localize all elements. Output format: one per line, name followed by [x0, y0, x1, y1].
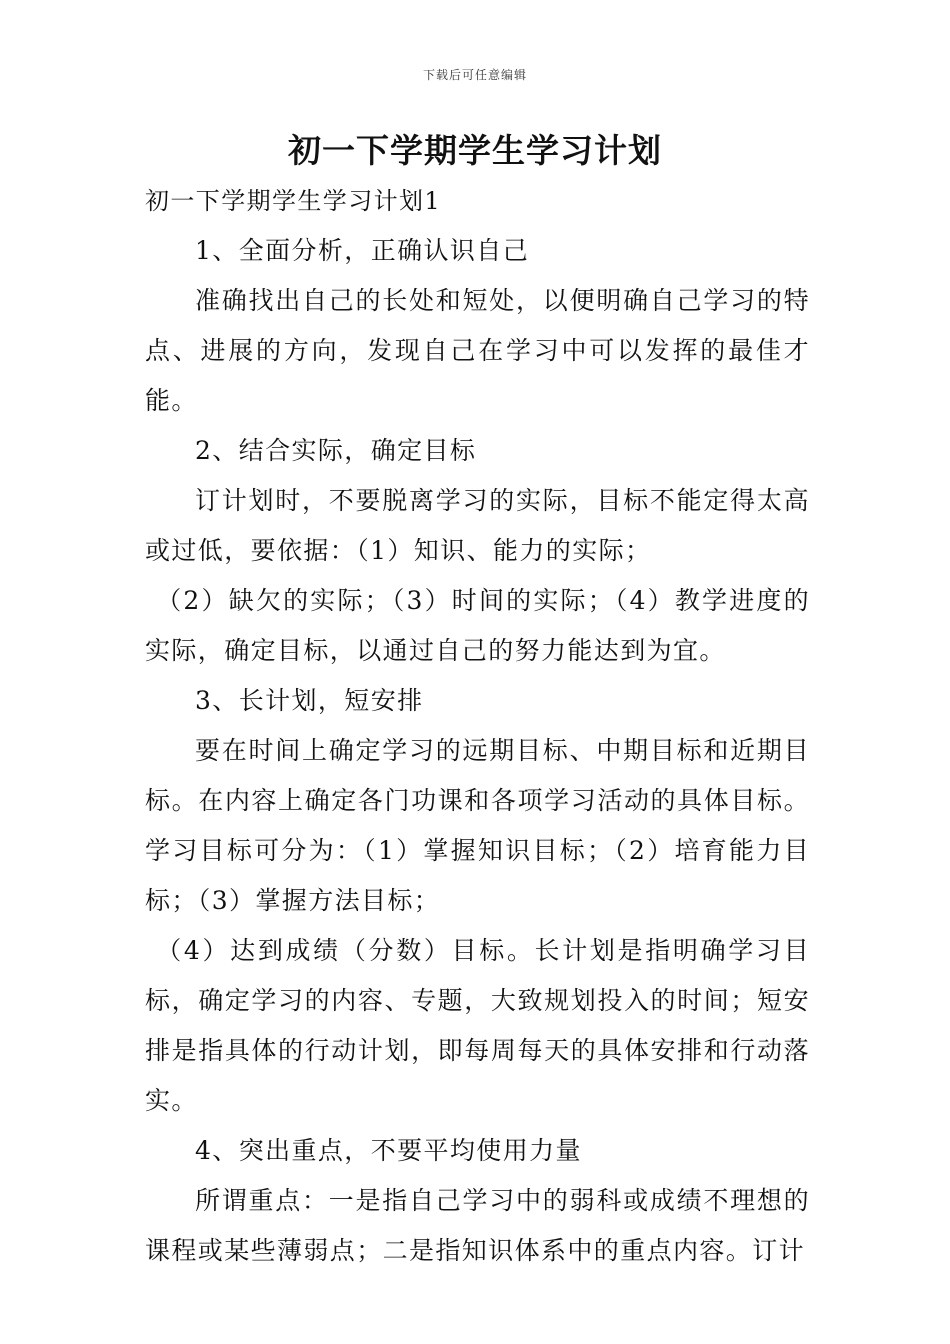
section-heading-1: 1、全面分析，正确认识自己: [195, 236, 530, 265]
document-subtitle: 初一下学期学生学习计划1: [145, 187, 442, 215]
paragraph-5: （4）达到成绩（分数）目标。长计划是指明确学习目标，确定学习的内容、专题，大致规划投入的时间；短安排是指具体的行动计划，即每周每天的具体安排和行动落实。: [145, 936, 810, 1115]
document-body: [145, 176, 810, 1276]
paragraph-6: 所谓重点：一是指自己学习中的弱科或成绩不理想的课程或某些薄弱点；二是指知识体系中的重点内容。订计: [145, 1186, 810, 1265]
header-note: 下载后可任意编辑: [422, 68, 527, 82]
paragraph-3: （2）缺欠的实际；（3）时间的实际；（4）教学进度的实际，确定目标，以通过自己的努力能达到为宜。: [145, 586, 810, 665]
section-heading-4: 4、突出重点，不要平均使用力量: [195, 1136, 582, 1165]
paragraph-1: 准确找出自己的长处和短处，以便明确自己学习的特点、进展的方向，发现自己在学习中可以发挥的最佳才能。: [145, 286, 810, 415]
document-title: 初一下学期学生学习计划: [288, 131, 662, 170]
section-heading-3: 3、长计划，短安排: [195, 686, 424, 715]
paragraph-4: 要在时间上确定学习的远期目标、中期目标和近期目标。在内容上确定各门功课和各项学习活动的具体目标。学习目标可分为：（1）掌握知识目标；（2）培育能力目标；（3）掌握方法目标；: [145, 736, 810, 915]
section-heading-2: 2、结合实际，确定目标: [195, 436, 477, 465]
paragraph-2: 订计划时，不要脱离学习的实际，目标不能定得太高或过低，要依据：（1）知识、能力的实际；: [145, 486, 810, 565]
